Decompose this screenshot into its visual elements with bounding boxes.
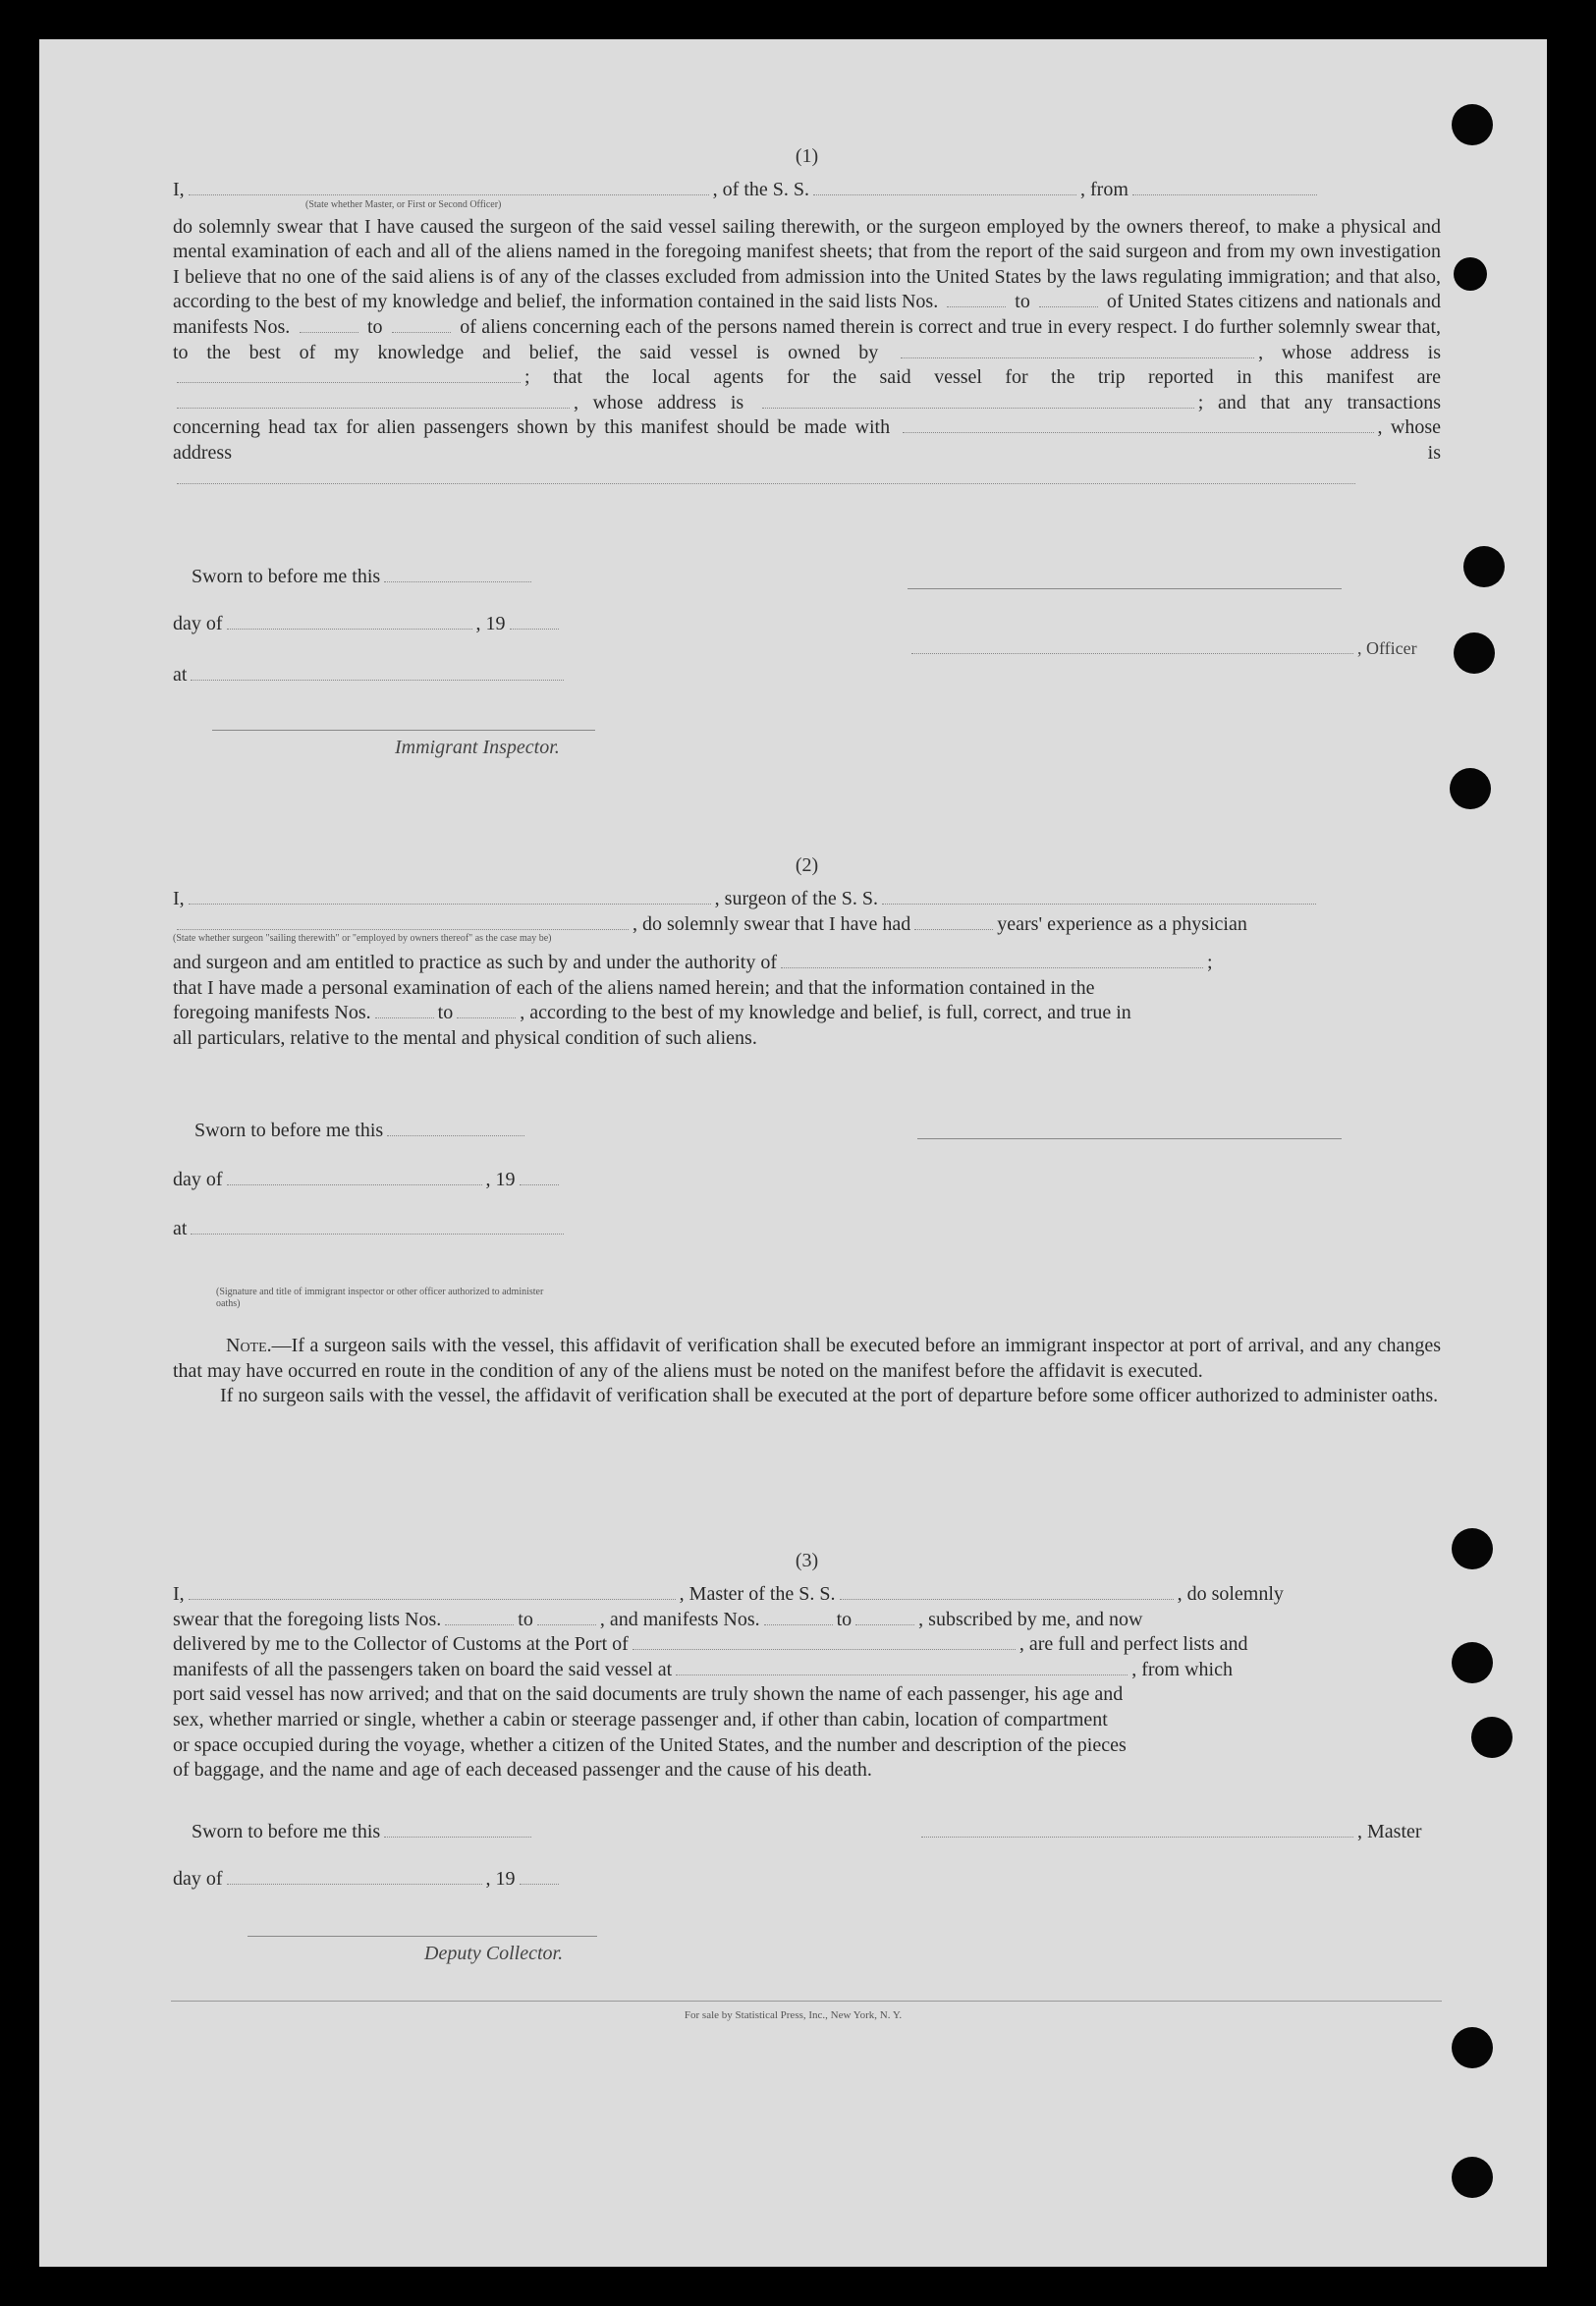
section-number: (1) — [795, 145, 819, 167]
punch-hole — [1463, 546, 1505, 587]
i-label: I, — [173, 179, 185, 200]
surgeon-type-field[interactable] — [177, 928, 629, 930]
lists-to-field[interactable] — [537, 1623, 596, 1625]
day-row: day of , 19 — [173, 1868, 563, 1891]
ship-name-field[interactable] — [840, 1598, 1174, 1600]
punch-hole — [1450, 768, 1491, 809]
year-field[interactable] — [520, 1883, 559, 1885]
oath-paragraph: do solemnly swear that I have caused the surgeon of the said vessel sailing therewith, or the surgeon employed by the owners thereof, to make a physical and mental examination of each and all of the aliens named in the foregoing manifest sheets; that from the report of the said surgeon and from my own investigation I believe that no one of the said aliens is of any of the classes excluded from admission into the United States by the laws regulating immigration; and that also, according to the best of my knowledge and belief, the information contained in the said lists Nos. to of United States citizens and nationals and manifests Nos. to of aliens concerning each of the persons named therein is correct and true in every respect. I do further solemnly swear that, to the best of my knowledge and belief, the said vessel is owned by , whose address is ; that the local agents for the said vessel for the trip reported in this manifest are , whose address is ; and that any transactions concerning head tax for alien passengers shown by this manifest should be made with , whose address is — [173, 215, 1441, 492]
officer-row: , Officer — [908, 638, 1417, 659]
punch-hole — [1452, 1642, 1493, 1683]
text-line: port said vessel has now arrived; and that on the said documents are truly shown the name of each passenger, his age and — [173, 1683, 1124, 1706]
sworn-row: Sworn to before me this — [192, 1821, 535, 1843]
day-row: day of , 19 — [173, 1169, 563, 1191]
at-field[interactable] — [191, 1233, 564, 1235]
master-name-field[interactable] — [189, 1598, 676, 1600]
lists-from-field[interactable] — [445, 1623, 514, 1625]
manifest-from-field[interactable] — [375, 1016, 434, 1018]
boarding-line: manifests of all the passengers taken on board the said vessel at , from which — [173, 1658, 1233, 1680]
footer-rule — [171, 2000, 1442, 2002]
inspector-signature-line[interactable] — [212, 729, 595, 731]
head-tax-contact-field[interactable] — [903, 431, 1374, 433]
manifest-to-field[interactable] — [457, 1016, 516, 1018]
master-name-field[interactable] — [189, 193, 709, 195]
punch-hole — [1454, 632, 1495, 674]
sworn-day-field[interactable] — [384, 580, 531, 582]
surgeon-name-field[interactable] — [189, 903, 711, 905]
note-block — [173, 1334, 1441, 1409]
punch-hole — [1471, 1717, 1513, 1758]
owner-address-field[interactable] — [177, 381, 521, 383]
head-tax-address-field[interactable] — [177, 482, 1355, 484]
lists-line: swear that the foregoing lists Nos. to , and manifests Nos. to , subscribed by me, and now — [173, 1608, 1143, 1630]
text-line: that I have made a personal examination of each of the aliens named herein; and that the information contained in the — [173, 976, 1095, 999]
day-row: day of , 19 — [173, 613, 563, 635]
punch-hole — [1452, 2157, 1493, 2198]
at-row: at — [173, 1218, 568, 1240]
field-caption: (State whether Master, or First or Second Officer) — [305, 198, 502, 210]
inspector-caption: Immigrant Inspector. — [395, 737, 560, 758]
port-field[interactable] — [633, 1648, 1016, 1650]
field-caption: (State whether surgeon "sailing therewith" or "employed by owners thereof" as the case may be) — [173, 933, 552, 945]
manifests-from-field[interactable] — [764, 1623, 833, 1625]
agents-address-field[interactable] — [762, 407, 1194, 409]
master-line: I, , Master of the S. S. , do solemnly — [173, 1583, 1284, 1605]
of-ss-label: , of the S. S. — [712, 179, 810, 200]
sworn-row: Sworn to before me this — [192, 566, 535, 588]
manifests-from-field[interactable] — [300, 331, 358, 333]
note-paragraph-2: If no surgeon sails with the vessel, the affidavit of verification shall be executed at the port of departure before some officer authorized to administer oaths. — [220, 1385, 1439, 1407]
day-field[interactable] — [227, 1183, 482, 1185]
manifests-to-field[interactable] — [392, 331, 451, 333]
signature-line[interactable] — [917, 1137, 1342, 1139]
year-field[interactable] — [520, 1183, 559, 1185]
punch-hole — [1454, 257, 1487, 291]
text-line: all particulars, relative to the mental and physical condition of such aliens. — [173, 1026, 757, 1049]
port-line: delivered by me to the Collector of Customs at the Port of , are full and perfect lists and — [173, 1633, 1248, 1656]
owner-field[interactable] — [901, 357, 1254, 358]
text-line: of baggage, and the name and age of each deceased passenger and the cause of his death. — [173, 1759, 872, 1782]
agents-field[interactable] — [177, 407, 570, 409]
ship-name-field[interactable] — [813, 193, 1076, 195]
lists-from-field[interactable] — [947, 305, 1006, 307]
ship-name-field[interactable] — [882, 903, 1316, 905]
at-field[interactable] — [191, 679, 564, 681]
section-number: (3) — [795, 1550, 819, 1571]
printer-imprint: For sale by Statistical Press, Inc., New York, N. Y. — [684, 2009, 903, 2021]
collector-caption: Deputy Collector. — [424, 1943, 564, 1964]
signature-line[interactable] — [908, 587, 1342, 589]
section-1 — [173, 145, 1441, 491]
from-label: , from — [1080, 179, 1128, 200]
punch-hole — [1452, 104, 1493, 145]
officer-signature-field[interactable] — [911, 652, 1353, 654]
at-row: at — [173, 664, 568, 686]
years-field[interactable] — [914, 928, 993, 930]
authority-field[interactable] — [781, 966, 1203, 968]
section-number: (2) — [795, 854, 819, 876]
text-line: or space occupied during the voyage, whether a citizen of the United States, and the number and description of the pieces — [173, 1733, 1127, 1756]
from-port-field[interactable] — [1132, 193, 1317, 195]
section-3 — [173, 1550, 1441, 1784]
authority-line: and surgeon and am entitled to practice as such by and under the authority of ; — [173, 952, 1213, 974]
punch-hole — [1452, 1528, 1493, 1569]
master-signature-row: , Master — [917, 1821, 1422, 1843]
day-field[interactable] — [227, 628, 472, 630]
sworn-day-field[interactable] — [384, 1836, 531, 1838]
sworn-row: Sworn to before me this — [194, 1120, 528, 1142]
experience-line: , do solemnly swear that I have had years' experience as a physician — [173, 912, 1441, 938]
text-line: sex, whether married or single, whether a cabin or steerage passenger and, if other than cabin, location of compartment — [173, 1708, 1108, 1730]
surgeon-line: I, , surgeon of the S. S. — [173, 887, 1441, 912]
form-page — [39, 39, 1547, 2267]
lists-to-field[interactable] — [1039, 305, 1098, 307]
sworn-day-field[interactable] — [387, 1134, 524, 1136]
manifest-line: foregoing manifests Nos. to , according to the best of my knowledge and belief, is full, correct, and true in — [173, 1002, 1131, 1024]
collector-signature-line[interactable] — [248, 1935, 597, 1937]
note-paragraph: Note.—If a surgeon sails with the vessel, this affidavit of verification shall be executed before an immigrant inspector at port of arrival, and any changes that may have occurred en route in the condition of any of the aliens must be noted on the manifest before the affidavit is executed. — [173, 1335, 1441, 1382]
section-2 — [173, 854, 1441, 1052]
master-signature-field[interactable] — [921, 1836, 1353, 1838]
boarding-port-field[interactable] — [676, 1674, 1128, 1675]
year-field[interactable] — [510, 628, 559, 630]
signature-caption: (Signature and title of immigrant inspector or other officer authorized to administer oaths) — [216, 1287, 544, 1309]
manifests-to-field[interactable] — [855, 1623, 914, 1625]
day-field[interactable] — [227, 1883, 482, 1885]
punch-hole — [1452, 2027, 1493, 2068]
